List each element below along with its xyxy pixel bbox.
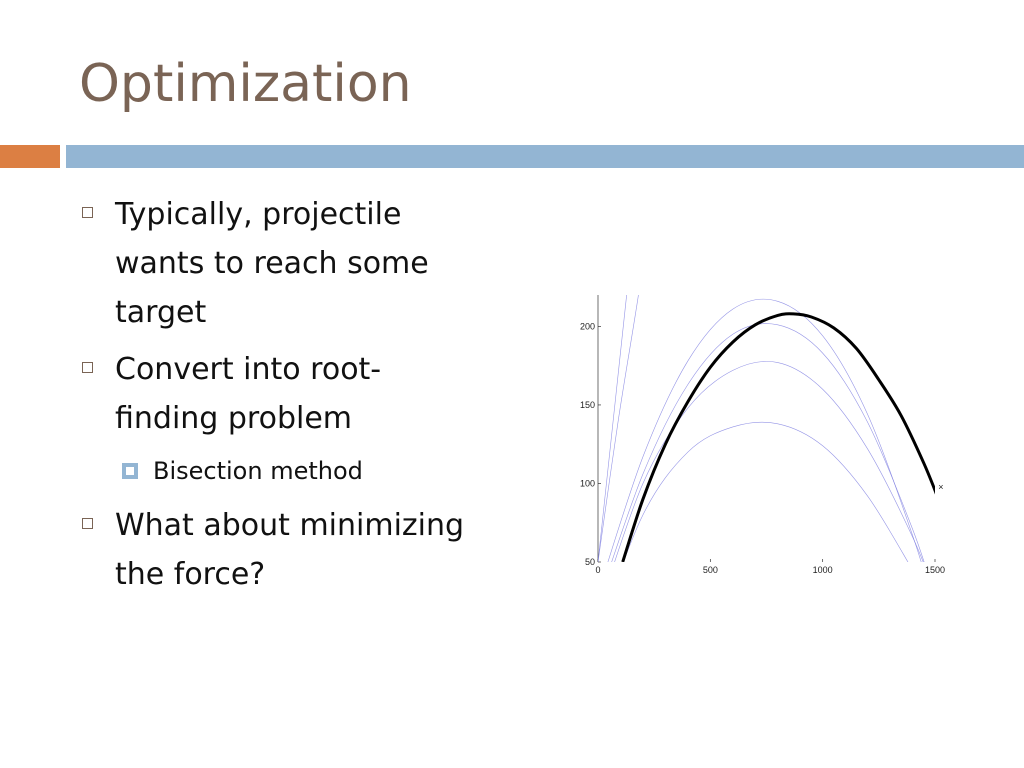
series-group (598, 285, 937, 585)
trajectory-main-line (623, 314, 938, 562)
y-tick-label: 50 (584, 557, 595, 567)
sub-bullet-item (118, 451, 482, 491)
bullet-text: Convert into root-finding problem (115, 352, 382, 436)
bullet-item (82, 501, 482, 599)
bullet-list (82, 190, 482, 607)
square-bullet-icon (82, 518, 93, 529)
x-tick-label: 0 (595, 565, 601, 575)
trajectory-trial-line (598, 361, 935, 585)
square-bullet-icon (82, 207, 93, 218)
bullet-text: What about minimizing the force? (115, 508, 465, 592)
trajectory-trial-line (598, 324, 935, 585)
trajectory-trial-line (598, 299, 935, 585)
sub-bullet-text: Bisection method (153, 457, 363, 485)
y-tick-label: 150 (579, 399, 595, 410)
bullet-item (82, 345, 482, 443)
filled-square-bullet-icon (122, 463, 138, 479)
square-bullet-icon (82, 362, 93, 373)
y-tick-label: 100 (579, 478, 595, 489)
x-tick-label: 1500 (924, 565, 946, 575)
trajectory-trial-line (598, 285, 632, 562)
bullet-item (82, 190, 482, 337)
accent-bar-blue (66, 145, 1024, 168)
bullet-text: Typically, projectile wants to reach some target (115, 197, 429, 330)
trajectory-chart (560, 285, 960, 585)
y-tick-label: 200 (579, 321, 595, 332)
trajectory-trial-line (598, 422, 913, 585)
x-tick-label: 500 (702, 565, 718, 575)
target-marker: × (938, 482, 944, 493)
x-tick-label: 1000 (812, 565, 833, 575)
slide-title: Optimization (79, 54, 412, 114)
accent-bar-orange (0, 145, 60, 168)
